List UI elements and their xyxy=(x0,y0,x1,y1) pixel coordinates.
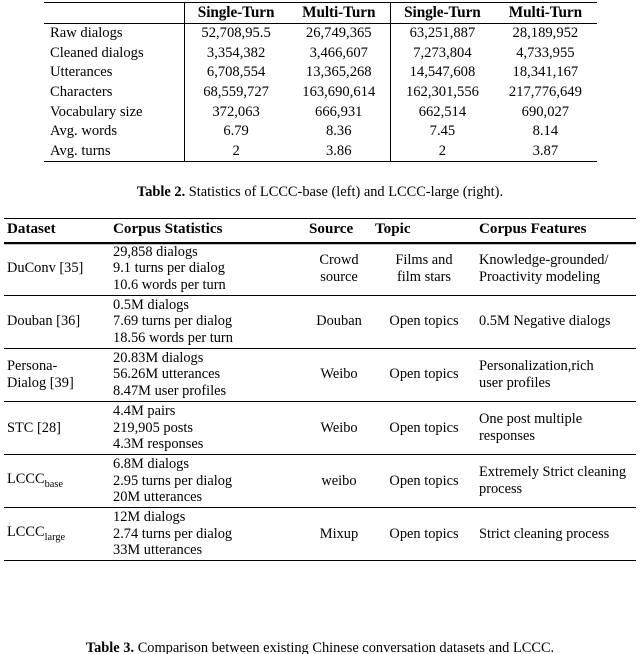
cell-value: 26,749,365 xyxy=(287,24,390,44)
stat-line: 18.56 words per turn xyxy=(113,330,233,347)
dataset-name xyxy=(4,401,110,454)
table-row xyxy=(4,242,636,295)
corpus-statistics xyxy=(110,295,306,348)
table-row xyxy=(44,83,597,103)
row-label: Raw dialogs xyxy=(44,24,184,44)
source-line: Mixup xyxy=(319,525,359,542)
dataset-name-line: DuConv [35] xyxy=(7,260,84,277)
row-label: Utterances xyxy=(50,64,113,81)
table2-caption xyxy=(0,184,640,201)
cell-value: 3.87 xyxy=(494,142,597,162)
header-corpus-statistics: Corpus Statistics xyxy=(110,219,306,243)
statistics-table-container xyxy=(44,2,597,162)
dataset-name xyxy=(4,508,110,561)
header-empty-cell xyxy=(44,3,184,24)
feature-line: Strict cleaning process xyxy=(479,525,610,542)
dataset-comparison-container xyxy=(4,218,636,561)
corpus-features xyxy=(476,295,636,348)
topic-line: Open topics xyxy=(389,525,459,542)
cell-value: 3.86 xyxy=(287,142,390,162)
dataset-name-line: Dialog [39] xyxy=(7,374,74,391)
cell-value: 662,514 xyxy=(391,103,494,123)
stat-line: 4.3M responses xyxy=(113,436,204,453)
stat-line: 20M utterances xyxy=(113,489,203,506)
cell-value: 28,189,952 xyxy=(494,24,597,44)
corpus-statistics xyxy=(110,454,306,507)
stat-line: 56.26M utterances xyxy=(113,366,221,383)
stat-line: 7.69 turns per dialog xyxy=(113,313,233,330)
corpus-features xyxy=(476,454,636,507)
header-multi-turn-base: Multi-Turn xyxy=(287,3,390,24)
cell-value: 68,559,727 xyxy=(184,83,287,103)
corpus-features xyxy=(476,401,636,454)
table-row xyxy=(4,401,636,454)
row-label: Avg. words xyxy=(50,123,118,140)
dataset-subscript: large xyxy=(44,532,66,544)
feature-line: responses xyxy=(479,427,535,444)
table-header-row xyxy=(44,3,597,24)
cell-value: 7,273,804 xyxy=(391,44,494,64)
topic-line: Films and xyxy=(395,251,453,268)
cell-value: 18,341,167 xyxy=(512,64,579,81)
caption-text: Statistics of LCCC-base (left) and LCCC-large (right). xyxy=(185,184,504,200)
table-header-row xyxy=(4,219,636,243)
source-value xyxy=(306,295,372,348)
feature-line: process xyxy=(479,480,523,497)
cell-value: 13,365,268 xyxy=(305,64,372,81)
cell-value: 63,251,887 xyxy=(391,24,494,44)
table3-caption xyxy=(0,640,640,654)
table-row xyxy=(4,508,636,561)
cell-value: 14,547,608 xyxy=(391,63,494,83)
table-row xyxy=(44,122,597,142)
stat-line: 4.4M pairs xyxy=(113,402,176,419)
source-value xyxy=(306,508,372,561)
source-line: weibo xyxy=(321,472,357,489)
topic-value xyxy=(372,508,476,561)
table-row xyxy=(4,295,636,348)
cell-value: 3,466,607 xyxy=(309,44,368,61)
header-single-turn-base: Single-Turn xyxy=(184,3,287,24)
cell-value: 666,931 xyxy=(315,103,363,120)
corpus-statistics xyxy=(110,242,306,295)
header-topic: Topic xyxy=(372,219,476,243)
feature-line: Proactivity modeling xyxy=(479,268,601,285)
cell-value: 4,733,955 xyxy=(516,44,575,61)
dataset-base-text: LCCC xyxy=(7,524,45,541)
row-label: Cleaned dialogs xyxy=(50,44,144,61)
dataset-base-text: LCCC xyxy=(7,471,45,488)
header-single-turn-large: Single-Turn xyxy=(391,3,494,24)
dataset-name xyxy=(4,348,110,401)
table-row xyxy=(44,142,597,162)
topic-line: film stars xyxy=(397,268,451,285)
table-row xyxy=(4,454,636,507)
stat-line: 2.74 turns per dialog xyxy=(113,525,233,542)
stat-line: 0.5M dialogs xyxy=(113,296,189,313)
feature-line: Extremely Strict cleaning xyxy=(479,464,627,481)
source-value xyxy=(306,401,372,454)
corpus-statistics xyxy=(110,348,306,401)
caption-text: Comparison between existing Chinese conversation datasets and LCCC. xyxy=(134,640,555,654)
feature-line: Knowledge-grounded/ xyxy=(479,251,609,268)
topic-value xyxy=(372,242,476,295)
topic-value xyxy=(372,401,476,454)
caption-number: Table 2. xyxy=(136,184,186,200)
feature-line: 0.5M Negative dialogs xyxy=(479,313,611,330)
cell-value: 690,027 xyxy=(521,103,570,120)
feature-line: One post multiple xyxy=(479,411,583,428)
stat-line: 10.6 words per turn xyxy=(113,276,226,293)
cell-value: 163,690,614 xyxy=(302,84,376,101)
table-row xyxy=(44,44,597,64)
feature-line: Personalization,rich xyxy=(479,358,594,375)
stat-line: 2.95 turns per dialog xyxy=(113,472,233,489)
source-value xyxy=(306,348,372,401)
cell-value: 7.45 xyxy=(391,122,494,142)
topic-value xyxy=(372,454,476,507)
topic-value xyxy=(372,295,476,348)
row-label: Avg. turns xyxy=(44,142,184,162)
cell-value: 3,354,382 xyxy=(184,44,287,64)
cell-value: 2 xyxy=(184,142,287,162)
stat-line: 20.83M dialogs xyxy=(113,349,204,366)
source-line: Douban xyxy=(316,313,362,330)
caption-number: Table 3. xyxy=(85,640,135,654)
stat-line: 6.8M dialogs xyxy=(113,455,189,472)
cell-value: 372,063 xyxy=(184,103,287,123)
cell-value: 217,776,649 xyxy=(508,84,582,101)
stat-line: 33M utterances xyxy=(113,542,203,559)
header-dataset: Dataset xyxy=(4,219,110,243)
source-line: Weibo xyxy=(320,419,358,436)
header-multi-turn-large: Multi-Turn xyxy=(494,3,597,24)
source-line: Crowd xyxy=(319,251,359,268)
table-row xyxy=(4,348,636,401)
stat-line: 9.1 turns per dialog xyxy=(113,260,225,277)
cell-value: 52,708,95.5 xyxy=(184,24,287,44)
dataset-name-line xyxy=(7,524,107,544)
topic-line: Open topics xyxy=(389,366,459,383)
source-line: Weibo xyxy=(320,366,358,383)
cell-value: 8.36 xyxy=(325,123,352,140)
topic-value xyxy=(372,348,476,401)
dataset-name xyxy=(4,454,110,507)
cell-value: 6.79 xyxy=(184,122,287,142)
stat-line: 29,858 dialogs xyxy=(113,243,198,260)
source-value xyxy=(306,242,372,295)
table-row xyxy=(44,103,597,123)
stat-line: 8.47M user profiles xyxy=(113,383,227,400)
topic-line: Open topics xyxy=(389,472,459,489)
table-row xyxy=(44,24,597,44)
header-corpus-features: Corpus Features xyxy=(476,219,636,243)
stat-line: 219,905 posts xyxy=(113,419,193,436)
source-value xyxy=(306,454,372,507)
feature-line: user profiles xyxy=(479,374,551,391)
dataset-comparison-table xyxy=(4,218,636,561)
corpus-features xyxy=(476,242,636,295)
cell-value: 2 xyxy=(391,142,494,162)
statistics-table xyxy=(44,2,597,162)
topic-line: Open topics xyxy=(389,419,459,436)
dataset-name xyxy=(4,242,110,295)
corpus-statistics xyxy=(110,508,306,561)
cell-value: 162,301,556 xyxy=(391,83,494,103)
cell-value: 6,708,554 xyxy=(184,63,287,83)
corpus-features xyxy=(476,508,636,561)
dataset-name-line: Douban [36] xyxy=(7,313,81,330)
dataset-name-line: STC [28] xyxy=(7,419,61,436)
row-label: Vocabulary size xyxy=(50,103,143,120)
table-row xyxy=(44,63,597,83)
stat-line: 12M dialogs xyxy=(113,509,186,526)
header-source: Source xyxy=(306,219,372,243)
dataset-subscript: base xyxy=(44,478,64,490)
topic-line: Open topics xyxy=(389,313,459,330)
row-label: Characters xyxy=(50,84,113,101)
dataset-name-line: Persona- xyxy=(7,358,58,375)
dataset-name-line xyxy=(7,471,107,491)
dataset-name xyxy=(4,295,110,348)
cell-value: 8.14 xyxy=(532,123,559,140)
source-line: source xyxy=(320,268,358,285)
corpus-statistics xyxy=(110,401,306,454)
corpus-features xyxy=(476,348,636,401)
